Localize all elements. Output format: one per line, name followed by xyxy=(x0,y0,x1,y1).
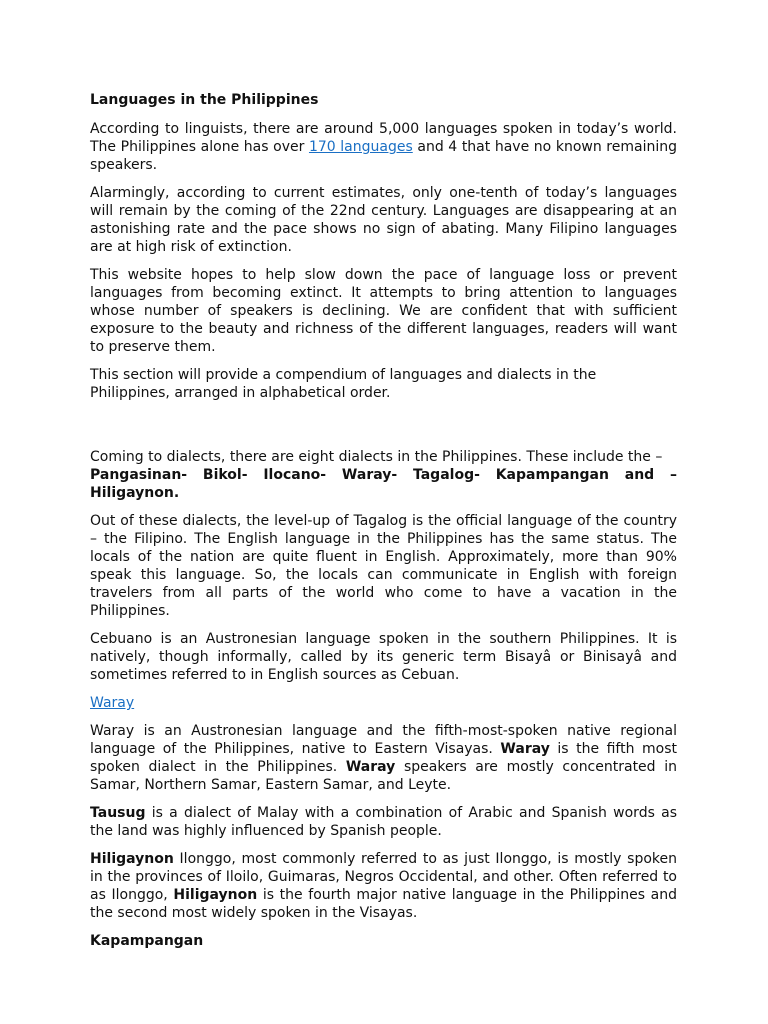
paragraph-cebuano: Cebuano is an Austronesian language spoken in the southern Philippines. It is natively, though informally, called by its generic term Bisayâ or Binisayâ and sometimes referred to in English sources as Cebuan. xyxy=(90,631,677,683)
hiligaynon-text-2: is the fourth major native language in the Philippines and the second most widely spoken in the Visayas. xyxy=(90,887,677,921)
tausug-text: is a dialect of Malay with a combination of Arabic and Spanish words as the land was highly influenced by Spanish people. xyxy=(90,805,677,839)
waray-bold-2: Waray xyxy=(345,759,396,775)
waray-text-2: is the fifth most spoken dialect in the Philippines. xyxy=(90,741,677,775)
document-title: Languages in the Philippines xyxy=(90,92,319,108)
paragraph-intro-text-before: According to linguists, there are around 5,000 languages spoken in today’s world. The Philippines alone has over xyxy=(90,121,677,155)
dialect-list-line2: Hiligaynon. xyxy=(90,485,180,501)
hiligaynon-bold-2: Hiligaynon xyxy=(173,887,258,903)
paragraph-dialects-intro: Coming to dialects, there are eight dialects in the Philippines. These include the – xyxy=(90,449,663,465)
paragraph-waray-link xyxy=(90,694,677,712)
paragraph-waray xyxy=(90,722,677,794)
tausug-bold: Tausug xyxy=(90,805,146,821)
paragraph-official-language: Out of these dialects, the level-up of Tagalog is the official language of the country – the Filipino. The English language in the Philippines has the same status. The locals of the nation are quite fluent in English. Approximately, more than 90% speak this language. So, the locals can communicate in English with foreign travelers from all parts of the world who come to have a vacation in the Philippines. xyxy=(90,513,677,619)
paragraph-hiligaynon xyxy=(90,850,677,922)
blank-gap xyxy=(90,412,677,448)
paragraph-intro xyxy=(90,120,677,174)
link-170-languages[interactable]: 170 languages xyxy=(308,139,413,155)
link-waray[interactable]: Waray xyxy=(90,695,135,711)
hiligaynon-text-1: Ilonggo, most commonly referred to as just Ilonggo, is mostly spoken in the provinces of Iloilo, Guimaras, Negros Occidental, and other. Often referred to as Ilonggo, xyxy=(90,851,677,903)
paragraph-website-purpose: This website hopes to help slow down the pace of language loss or prevent languages from becoming extinct. It attempts to bring attention to languages whose number of speakers is declining. We are confident that with sufficient exposure to the beauty and richness of the different languages, readers will want to preserve them. xyxy=(90,267,677,355)
paragraph-tausug xyxy=(90,804,677,840)
waray-bold-1: Waray xyxy=(500,741,550,757)
paragraph-intro-text-after: and 4 that have no known remaining speakers. xyxy=(90,139,677,173)
paragraph-dialects xyxy=(90,448,677,502)
waray-text-3: speakers are mostly concentrated in Samar, Northern Samar, Eastern Samar, and Leyte. xyxy=(90,759,677,793)
document-body xyxy=(90,91,677,950)
dialect-list-line1: Pangasinan- Bikol- Ilocano- Waray- Tagalog- Kapampangan and – xyxy=(90,467,677,483)
paragraph-extinction: Alarmingly, according to current estimates, only one-tenth of today’s languages will remain by the coming of the 22nd century. Languages are disappearing at an astonishing rate and the pace shows no sign of abating. Many Filipino languages are at high risk of extinction. xyxy=(90,185,677,255)
waray-text-1: Waray is an Austronesian language and the fifth-most-spoken native regional language of the Philippines, native to Eastern Visayas. xyxy=(90,723,677,757)
hiligaynon-bold-1: Hiligaynon xyxy=(90,851,174,867)
paragraph-compendium: This section will provide a compendium of languages and dialects in the Philippines, arranged in alphabetical order. xyxy=(90,367,597,401)
heading-kapampangan: Kapampangan xyxy=(90,933,204,949)
